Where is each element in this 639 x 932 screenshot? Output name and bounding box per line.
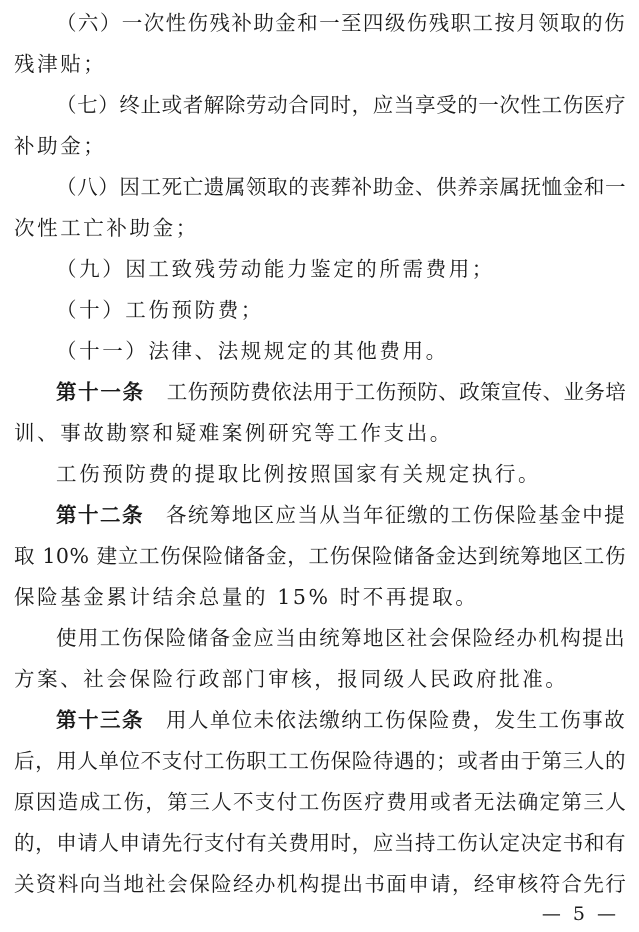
- paragraph-line: （六）一次性伤残补助金和一至四级伤残职工按月领取的伤: [56, 11, 626, 35]
- paragraph-line: 后，用人单位不支付工伤职工工伤保险待遇的；或者由于第三人的: [14, 749, 626, 773]
- paragraph-line: 工伤预防费的提取比例按照国家有关规定执行。: [56, 462, 542, 486]
- paragraph-line: 保险基金累计结余总量的 15% 时不再提取。: [14, 585, 479, 609]
- article-12-first-line: [56, 498, 626, 532]
- paragraph-line: 的，申请人申请先行支付有关费用时，应当持工伤认定决定书和有: [14, 831, 626, 855]
- paragraph-line: （七）终止或者解除劳动合同时，应当享受的一次性工伤医疗: [56, 93, 626, 117]
- paragraph-line: 取 10% 建立工伤保险储备金，工伤保险储备金达到统筹地区工伤: [14, 544, 626, 568]
- paragraph-line: （十一）法律、法规规定的其他费用。: [56, 339, 449, 363]
- article-12-label: 第十二条: [56, 503, 145, 527]
- article-11-first-line: [56, 375, 626, 409]
- paragraph-line: （十）工伤预防费；: [56, 298, 264, 322]
- paragraph-text: 用人单位未依法缴纳工伤保险费，发生工伤事故: [166, 708, 626, 732]
- paragraph-line: （八）因工死亡遗属领取的丧葬补助金、供养亲属抚恤金和一: [56, 175, 626, 199]
- paragraph-line: 方案、社会保险行政部门审核，报同级人民政府批准。: [14, 667, 569, 691]
- paragraph-text: 工伤预防费依法用于工伤预防、政策宣传、业务培: [166, 380, 627, 404]
- paragraph-line: 残津贴；: [14, 52, 107, 76]
- paragraph-line: 使用工伤保险储备金应当由统筹地区社会保险经办机构提出: [56, 626, 626, 650]
- paragraph-text: 各统筹地区应当从当年征缴的工伤保险基金中提: [166, 503, 626, 527]
- article-13-first-line: [56, 703, 626, 737]
- paragraph-line: 原因造成工伤，第三人不支付工伤医疗费用或者无法确定第三人: [14, 790, 628, 814]
- paragraph-line: 次性工亡补助金；: [14, 216, 199, 240]
- paragraph-line: 关资料向当地社会保险经办机构提出书面申请，经审核符合先行: [14, 872, 628, 896]
- article-11-label: 第十一条: [56, 380, 145, 404]
- article-13-label: 第十三条: [56, 708, 145, 732]
- paragraph-line: 训、事故勘察和疑难案例研究等工作支出。: [14, 421, 453, 445]
- paragraph-line: 补助金；: [14, 134, 107, 158]
- paragraph-line: （九）因工致残劳动能力鉴定的所需费用；: [56, 257, 495, 281]
- page-number: — 5 —: [541, 903, 619, 925]
